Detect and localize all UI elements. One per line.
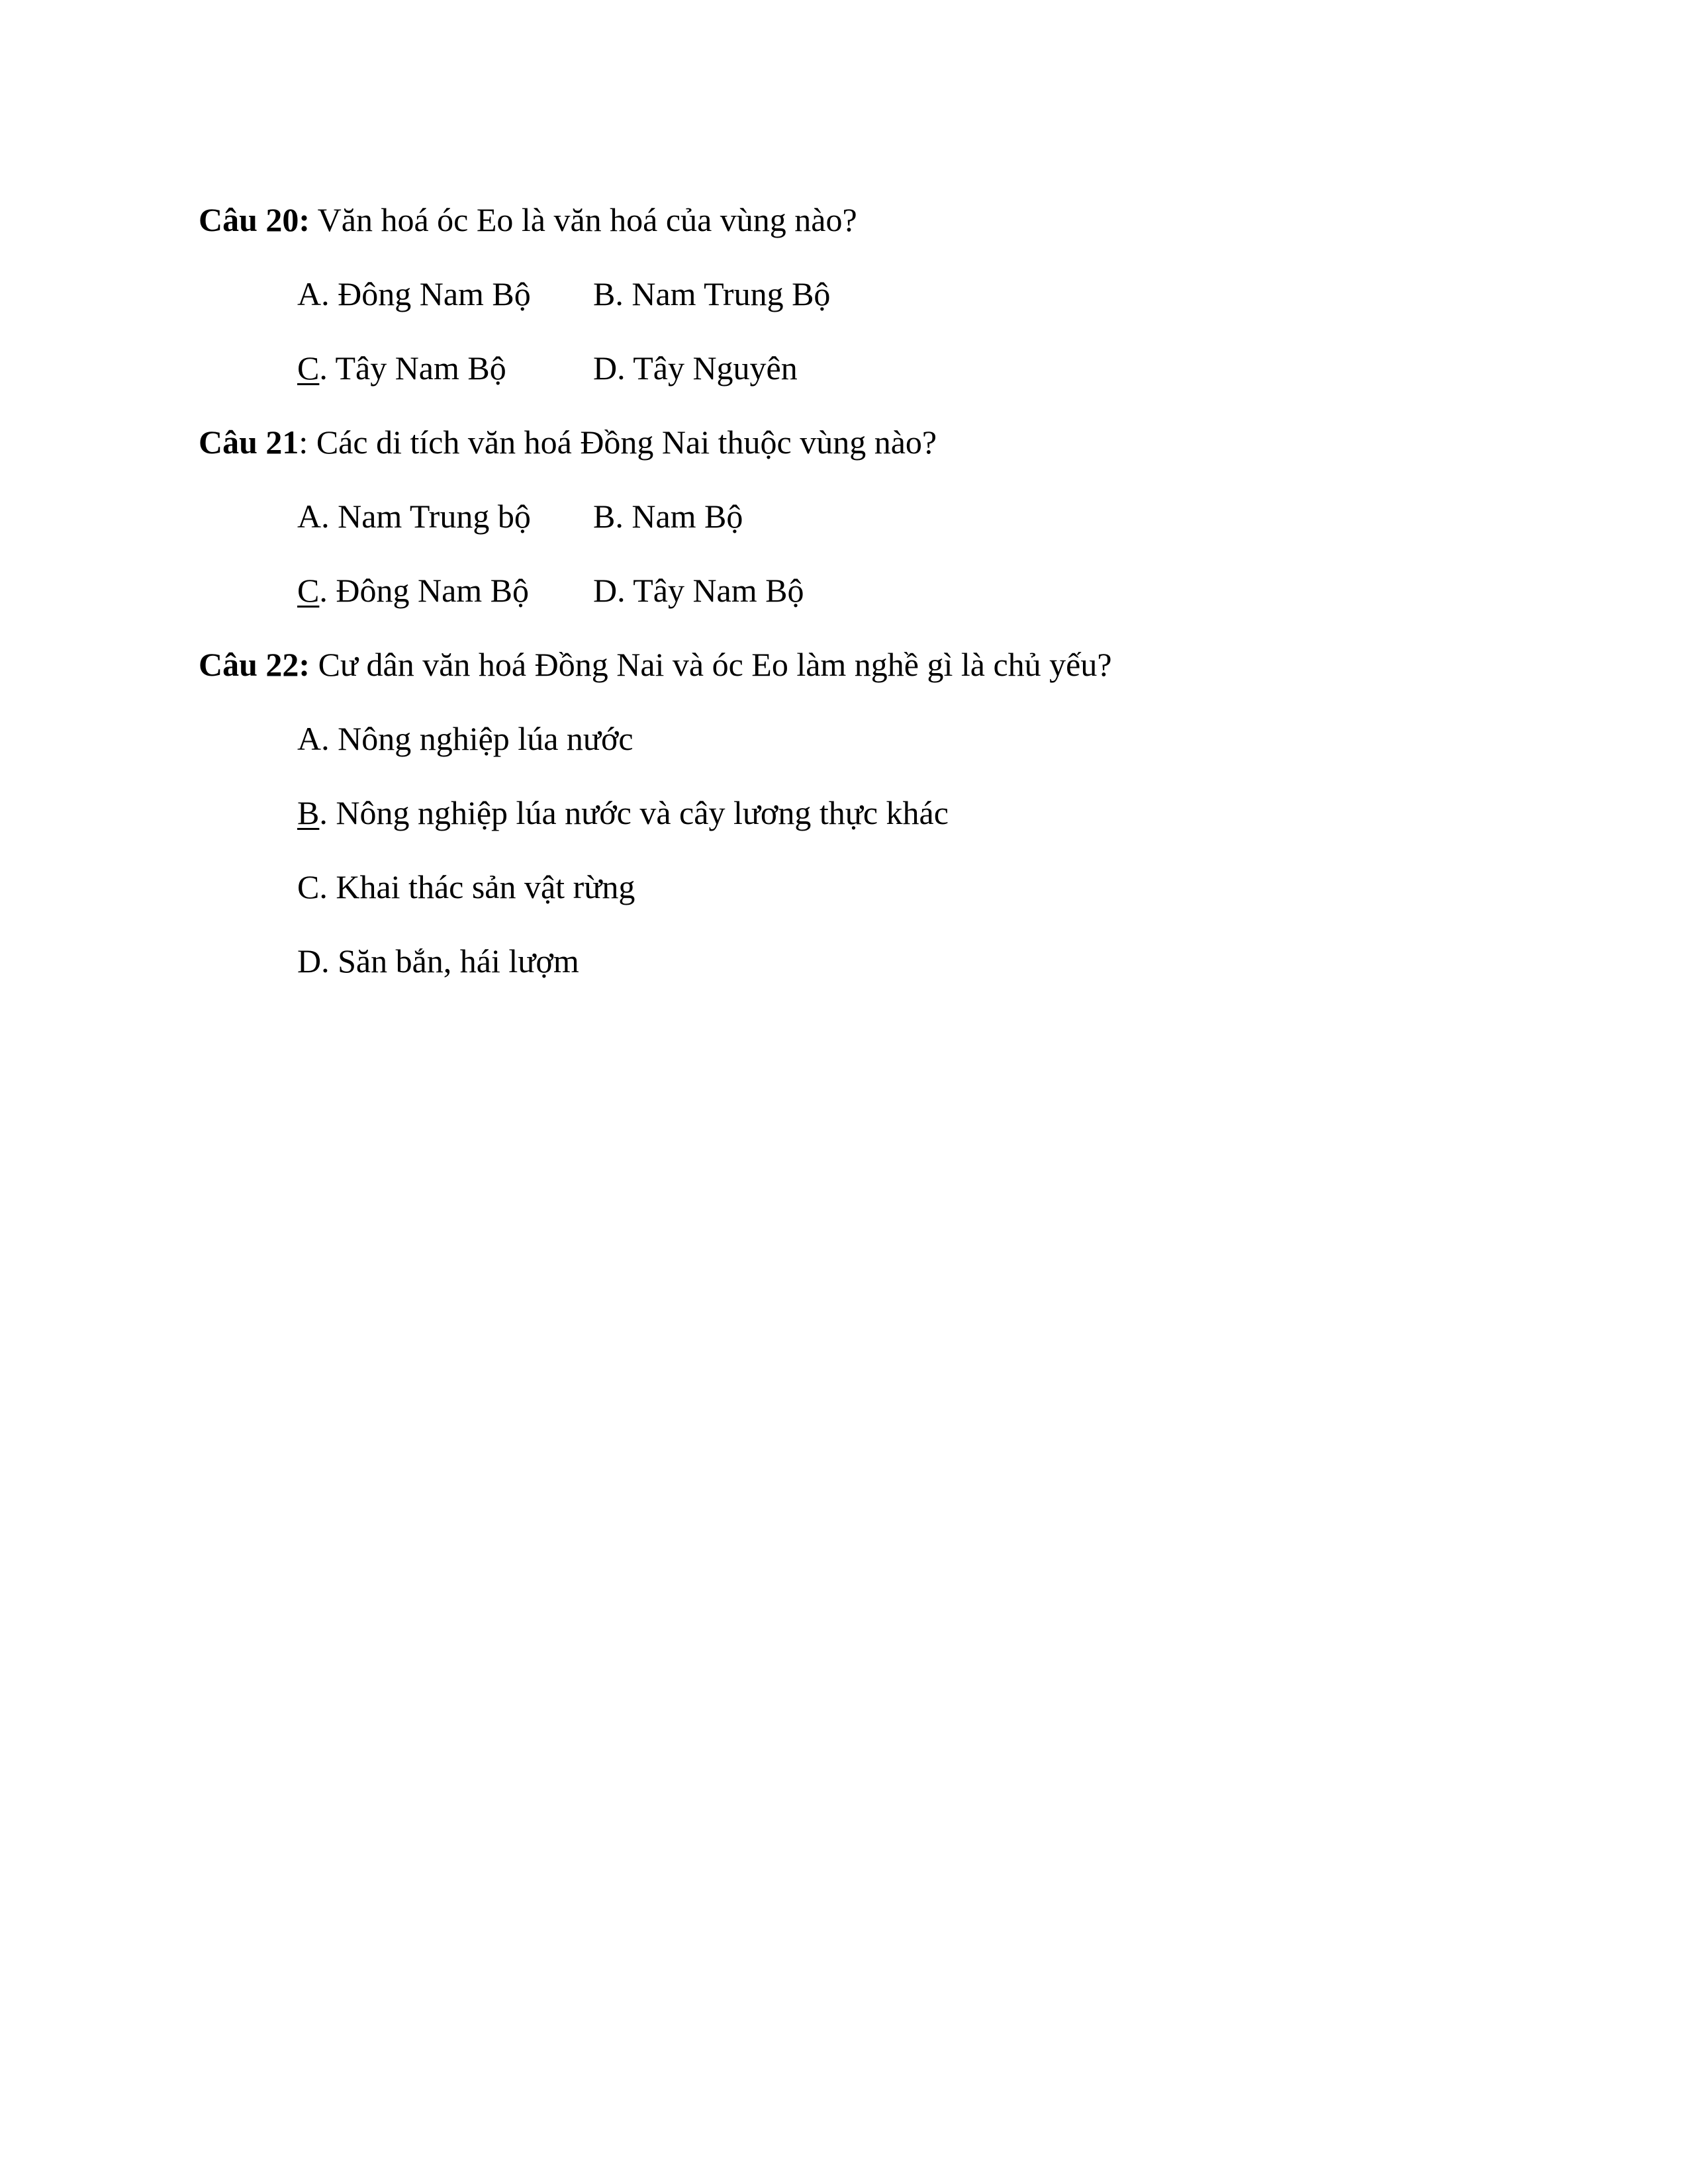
option-a [297,277,531,310]
question-separator: : [299,646,310,683]
option-letter-correct: C [297,572,320,609]
question-number [199,201,310,238]
option-d [297,944,579,978]
question-20 [199,203,857,236]
option-letter-correct: B [297,794,320,831]
question-number-label: Câu 22 [199,646,299,683]
option-text: . Tây Nguyên [617,349,798,387]
option-letter: D [297,942,322,979]
question-text: Cư dân văn hoá Đồng Nai và óc Eo làm nghề gì là chủ yếu? [310,646,1112,683]
question-separator: : [299,424,308,461]
option-c [297,574,529,607]
question-22 [199,648,1112,681]
option-c [297,351,506,385]
option-text: . Nông nghiệp lúa nước [321,720,633,757]
option-b [593,500,743,533]
question-21 [199,426,937,459]
option-letter: A [297,498,322,535]
option-text: . Nông nghiệp lúa nước và cây lương thực khác [319,794,949,831]
question-separator: : [299,201,310,238]
question-number: Câu 21 [199,424,299,461]
question-text: Các di tích văn hoá Đồng Nai thuộc vùng nào? [308,424,937,461]
option-letter: D [593,572,618,609]
option-c [297,870,635,903]
option-text: . Đông Nam Bộ [319,572,530,609]
option-letter: C [297,868,320,905]
option-letter: A [297,720,322,757]
option-letter: A [297,275,322,312]
question-text: Văn hoá óc Eo là văn hoá của vùng nào? [310,201,857,238]
option-a [297,722,633,755]
option-letter: B [593,275,616,312]
question-number-label: Câu 20 [199,201,299,238]
option-d [593,351,798,385]
option-text: . Nam Bộ [615,498,743,535]
option-text: . Nam Trung bộ [321,498,531,535]
option-b [297,796,949,829]
option-d [593,574,804,607]
option-b [593,277,830,310]
option-letter-correct: C [297,349,320,387]
option-a [297,500,531,533]
option-text: . Nam Trung Bộ [615,275,831,312]
option-text: . Tây Nam Bộ [617,572,804,609]
option-text: . Khai thác sản vật rừng [319,868,635,905]
option-text: . Đông Nam Bộ [321,275,531,312]
option-letter: B [593,498,616,535]
option-letter: D [593,349,618,387]
option-text: . Săn bắn, hái lượm [321,942,579,979]
question-number [199,646,310,683]
option-text: . Tây Nam Bộ [319,349,506,387]
